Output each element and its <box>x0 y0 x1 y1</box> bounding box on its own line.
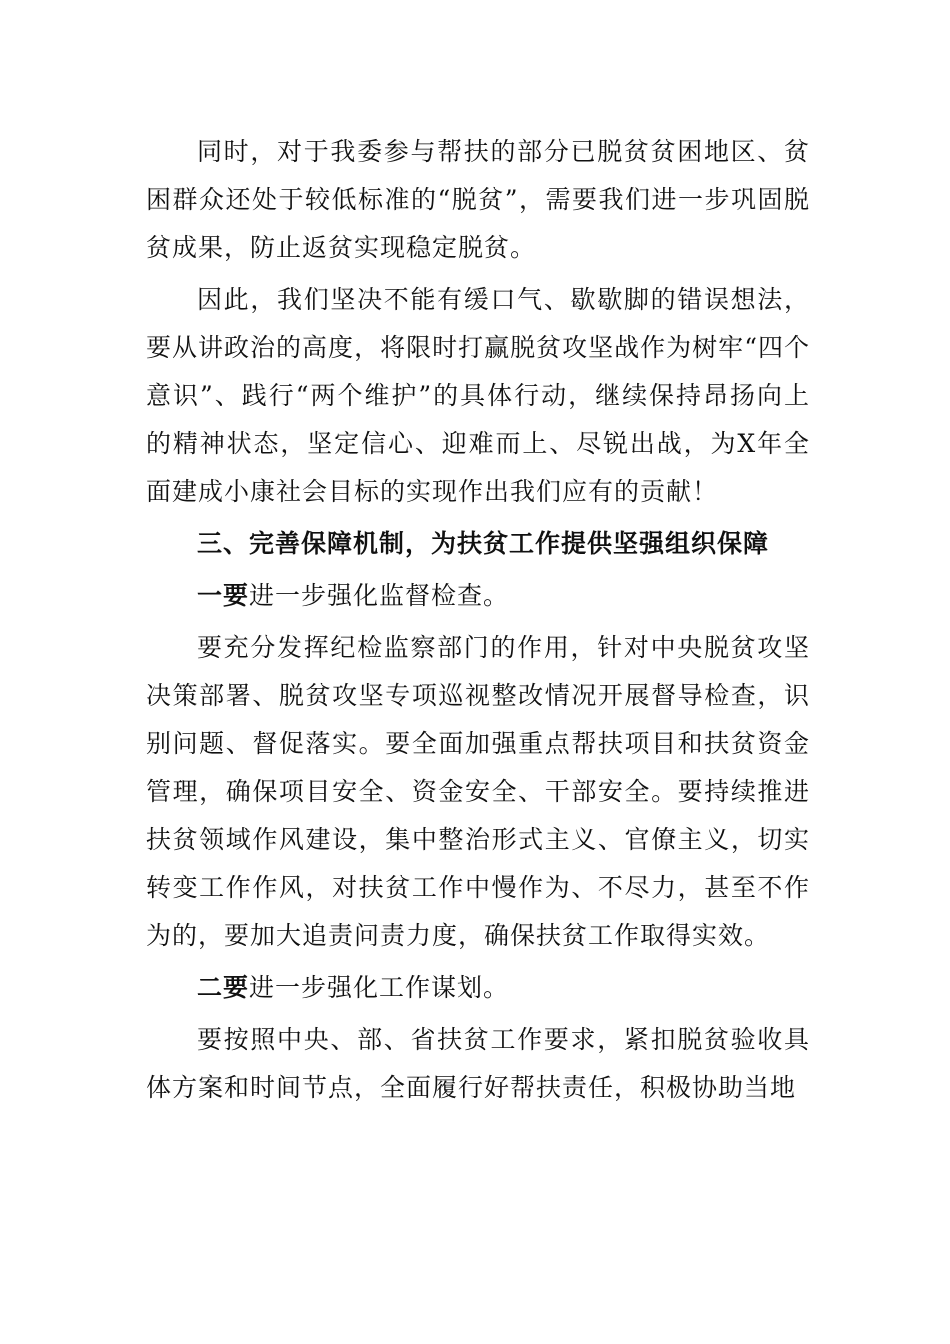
item-2-heading <box>146 964 810 1012</box>
document-body <box>146 128 810 1116</box>
item-2-title: 进一步强化工作谋划。 <box>249 973 510 1002</box>
item-1-lead: 一要 <box>197 581 250 610</box>
paragraph-political-height: 因此，我们坚决不能有缓口气、歇歇脚的错误想法，要从讲政治的高度，将限时打赢脱贫攻坚战作为树牢“四个意识”、践行“两个维护”的具体行动，继续保持昂扬向上的精神状态，坚定信心、迎难而上、尽锐出战，为X年全面建成小康社会目标的实现作出我们应有的贡献！ <box>146 285 810 506</box>
item-2-body: 要按照中央、部、省扶贫工作要求，紧扣脱贫验收具体方案和时间节点，全面履行好帮扶责任，积极协助当地 <box>146 1025 810 1102</box>
item-1-heading <box>146 572 810 620</box>
item-1-body: 要充分发挥纪检监察部门的作用，针对中央脱贫攻坚决策部署、脱贫攻坚专项巡视整改情况开展督导检查，识别问题、督促落实。要全面加强重点帮扶项目和扶贫资金管理，确保项目安全、资金安全、干部安全。要持续推进扶贫领域作风建设，集中整治形式主义、官僚主义，切实转变工作作风，对扶贫工作中慢作为、不尽力，甚至不作为的，要加大追责问责力度，确保扶贫工作取得实效。 <box>146 633 810 950</box>
section-heading: 三、完善保障机制，为扶贫工作提供坚强组织保障 <box>197 529 770 558</box>
item-2-lead: 二要 <box>197 973 250 1002</box>
item-1-title: 进一步强化监督检查。 <box>249 581 510 610</box>
paragraph-consolidate-results: 同时，对于我委参与帮扶的部分已脱贫贫困地区、贫困群众还处于较低标准的“脱贫”，需要我们进一步巩固脱贫成果，防止返贫实现稳定脱贫。 <box>146 137 810 262</box>
